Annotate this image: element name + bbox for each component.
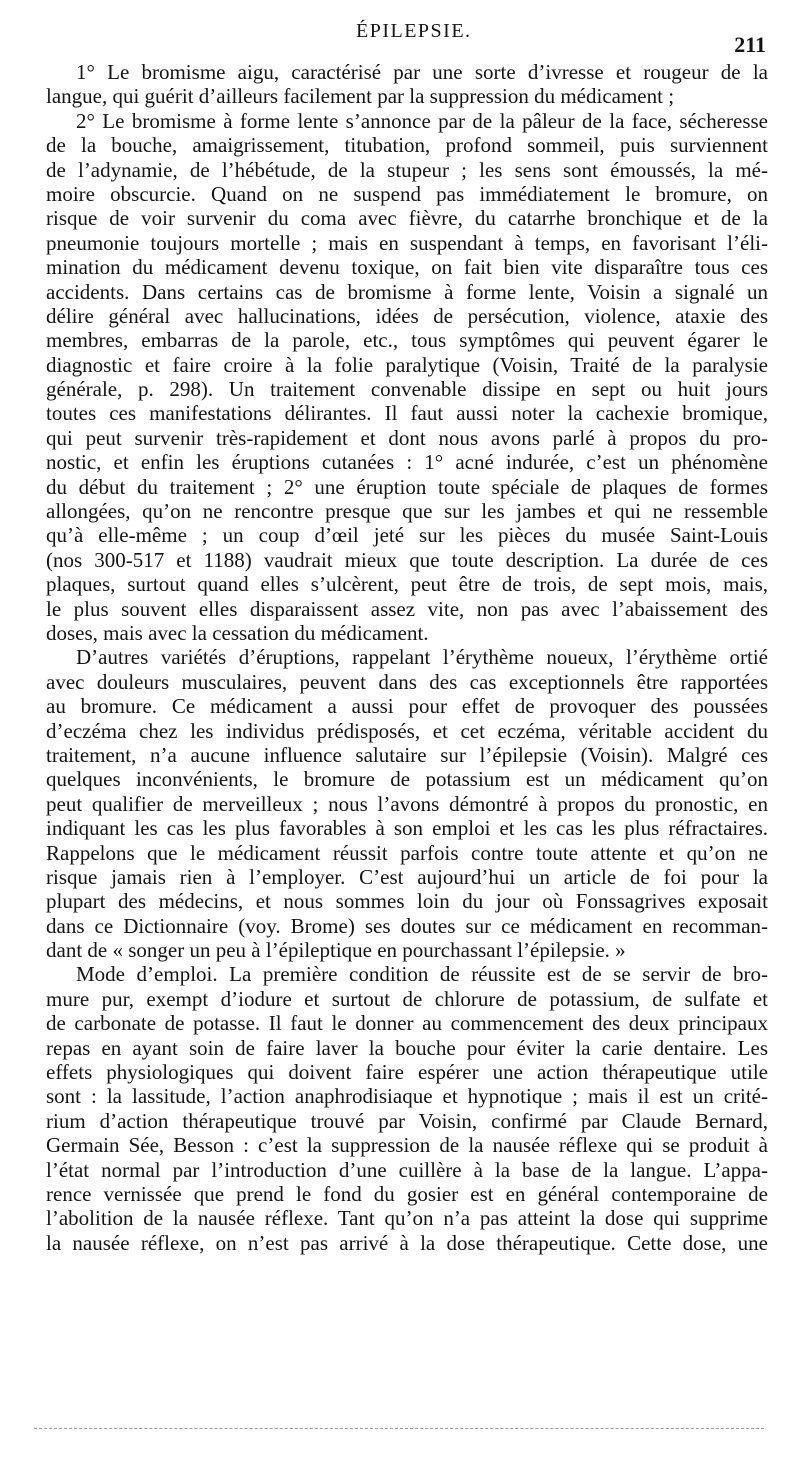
text-line: l’état normal par l’introduction d’une cuillère à la base de la langue. L’appa- bbox=[46, 1157, 768, 1182]
text-line: délire général avec hallucinations, idées de persécution, violence, ataxie des bbox=[46, 303, 768, 328]
page-number: 211 bbox=[734, 32, 766, 57]
text-line: langue, qui guérit d’ailleurs facilement par la suppression du médicament ; bbox=[46, 84, 675, 109]
text-line: de carbonate de potasse. Il faut le donner au commencement des deux principaux bbox=[46, 1011, 768, 1036]
text-line: mination du médicament devenu toxique, on fait bien vite disparaître tous ces bbox=[46, 255, 768, 280]
text-line: risque de voir survenir du coma avec fièvre, du catarrhe bronchique et de la bbox=[46, 206, 768, 231]
text-line: plupart des médecins, et nous sommes loin du jour où Fonssagrives exposait bbox=[46, 889, 768, 914]
text-line: Mode d’emploi. La première condition de réussite est de se servir de bro- bbox=[76, 962, 768, 987]
text-line: au bromure. Ce médicament a aussi pour effet de provoquer des poussées bbox=[46, 694, 768, 719]
text-line: repas en ayant soin de faire laver la bouche pour éviter la carie dentaire. Les bbox=[46, 1035, 768, 1060]
text-line: D’autres variétés d’éruptions, rappelant l’érythème noueux, l’érythème ortié bbox=[76, 645, 768, 670]
text-line: (nos 300-517 et 1188) vaudrait mieux que toute description. La durée de ces bbox=[46, 547, 768, 572]
text-line: 2° Le bromisme à forme lente s’annonce par de la pâleur de la face, sécheresse bbox=[76, 108, 768, 133]
text-line: doses, mais avec la cessation du médicament. bbox=[46, 620, 429, 645]
text-line: 1° Le bromisme aigu, caractérisé par une sorte d’ivresse et rougeur de la bbox=[76, 60, 768, 84]
text-line: de la bouche, amaigrissement, titubation, profond sommeil, puis surviennent bbox=[46, 133, 768, 158]
text-line: rium d’action thérapeutique trouvé par Voisin, confirmé par Claude Bernard, bbox=[46, 1108, 768, 1133]
text-line: la nausée réflexe, on n’est pas arrivé à la dose thérapeutique. Cette dose, une bbox=[46, 1230, 768, 1255]
text-line: sont : la lassitude, l’action anaphrodisiaque et hypnotique ; mais il est un crité- bbox=[46, 1084, 768, 1109]
text-line: du début du traitement ; 2° une éruption toute spéciale de plaques de formes bbox=[46, 474, 768, 499]
text-line: risque jamais rien à l’employer. C’est aujourd’hui un article de foi pour la bbox=[46, 864, 768, 889]
text-line: allongées, qu’on ne rencontre presque que sur les jambes et qui ne ressemble bbox=[46, 499, 768, 524]
text-line: accidents. Dans certains cas de bromisme à forme lente, Voisin a signalé un bbox=[46, 279, 768, 304]
text-line: pneumonie toujours mortelle ; mais en suspendant à temps, en favorisant l’éli- bbox=[46, 230, 768, 255]
text-line: de l’adynamie, de l’hébétude, de la stupeur ; les sens sont émoussés, la mé- bbox=[46, 157, 768, 182]
text-line: membres, embarras de la parole, etc., tous symptômes qui peuvent égarer le bbox=[46, 328, 768, 353]
body-text bbox=[46, 60, 768, 1255]
text-line: mure pur, exempt d’iodure et surtout de chlorure de potassium, de sulfate et bbox=[46, 986, 768, 1011]
text-line: peut qualifier de merveilleux ; nous l’avons démontré à propos du pronostic, en bbox=[46, 791, 768, 816]
text-line: Rappelons que le médicament réussit parfois contre toute attente et qu’on ne bbox=[46, 840, 768, 865]
text-line: qu’à elle-même ; un coup d’œil jeté sur les pièces du musée Saint-Louis bbox=[46, 523, 768, 548]
text-line: dant de « songer un peu à l’épileptique en pourchassant l’épilepsie. » bbox=[46, 938, 626, 963]
text-line: nostic, et enfin les éruptions cutanées : 1° acné indurée, c’est un phénomène bbox=[46, 450, 768, 475]
text-line: effets physiologiques qui doivent faire espérer une action thérapeutique utile bbox=[46, 1060, 768, 1085]
text-line: indiquant les cas les plus favorables à son emploi et les cas les plus réfractaires. bbox=[46, 816, 768, 841]
text-line: plaques, surtout quand elles s’ulcèrent, peut être de trois, de sept mois, mais, bbox=[46, 572, 768, 597]
footer-rule bbox=[34, 1428, 764, 1429]
text-line: diagnostic et faire croire à la folie paralytique (Voisin, Traité de la paralysie bbox=[46, 352, 768, 377]
text-line: qui peut survenir très-rapidement et dont nous avons parlé à propos du pro- bbox=[46, 425, 768, 450]
text-line: le plus souvent elles disparaissent assez vite, non pas avec l’abaissement des bbox=[46, 596, 768, 621]
text-line: traitement, n’a aucune influence salutaire sur l’épilepsie (Voisin). Malgré ces bbox=[46, 742, 768, 767]
text-line: d’eczéma chez les individus prédisposés, et cet eczéma, véritable accident du bbox=[46, 718, 768, 743]
text-line: moire obscurcie. Quand on ne suspend pas immédiatement le bromure, on bbox=[46, 181, 768, 206]
running-title: ÉPILEPSIE. bbox=[356, 20, 472, 42]
text-line: dans ce Dictionnaire (voy. Brome) ses doutes sur ce médicament en recomman- bbox=[46, 913, 768, 938]
text-line: rence vernissée que prend le fond du gosier est en général contemporaine de bbox=[46, 1181, 768, 1206]
text-line: toutes ces manifestations délirantes. Il faut aussi noter la cachexie bromique, bbox=[46, 401, 768, 426]
text-line: Germain Sée, Besson : c’est la suppression de la nausée réflexe qui se produit à bbox=[46, 1133, 768, 1158]
running-head bbox=[0, 14, 800, 57]
text-line: l’abolition de la nausée réflexe. Tant qu’on n’a pas atteint la dose qui supprime bbox=[46, 1206, 768, 1231]
text-line: avec douleurs musculaires, peuvent dans des cas exceptionnels être rapportées bbox=[46, 669, 768, 694]
text-line: générale, p. 298). Un traitement convenable dissipe en sept ou huit jours bbox=[46, 377, 768, 402]
text-line: quelques inconvénients, le bromure de potassium est un médicament qu’on bbox=[46, 767, 768, 792]
